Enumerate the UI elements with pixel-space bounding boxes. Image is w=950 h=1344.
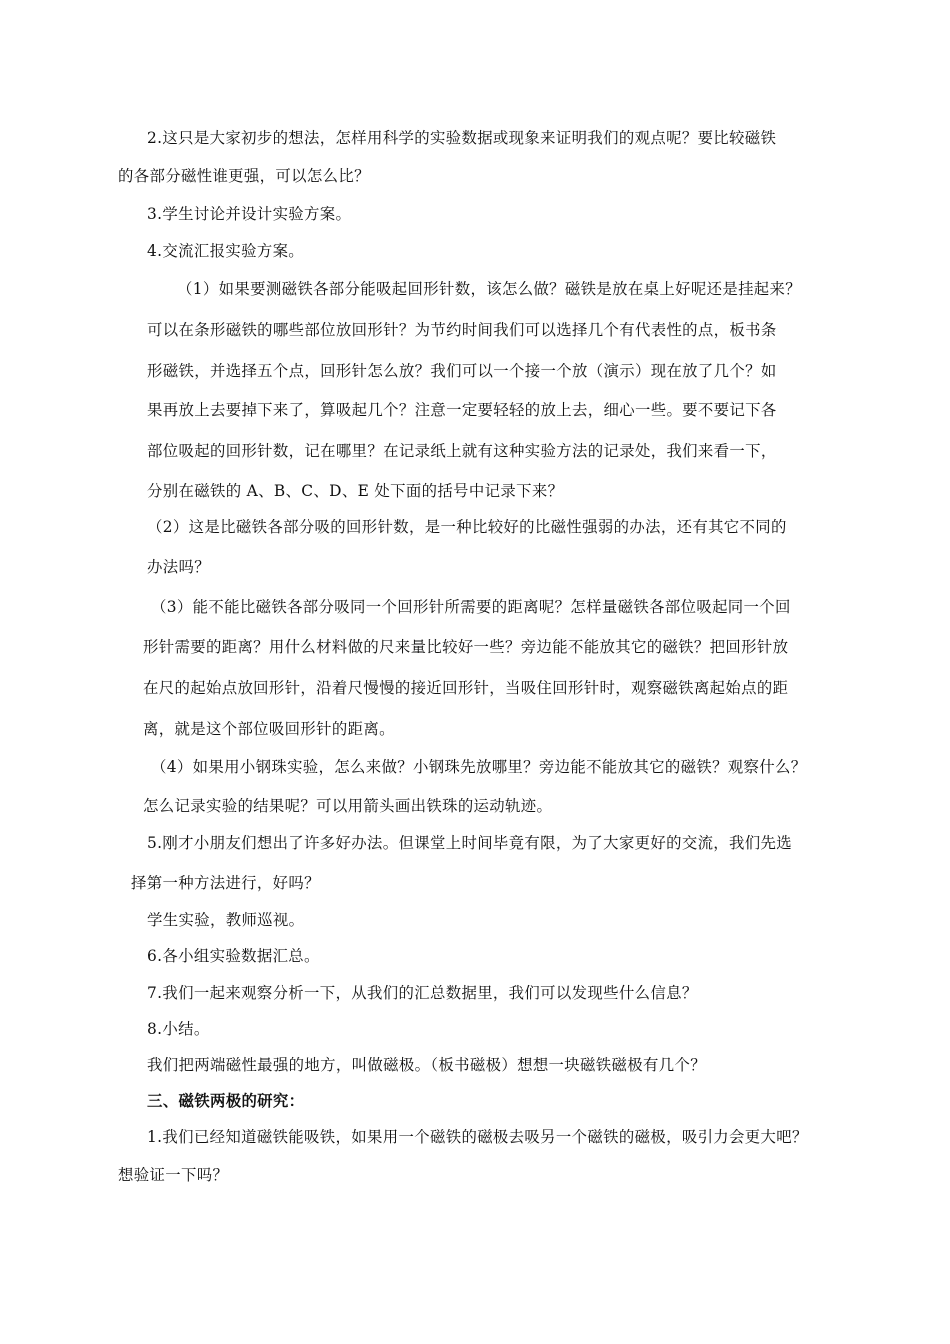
- paragraph-line: （4）如果用小钢珠实验，怎么来做？小钢珠先放哪里？旁边能不能放其它的磁铁？观察什么？: [151, 758, 807, 776]
- paragraph-line: 部位吸起的回形针数，记在哪里？在记录纸上就有这种实验方法的记录处，我们来看一下，: [147, 442, 777, 460]
- paragraph-line: 5.刚才小朋友们想出了许多好办法。但课堂上时间毕竟有限，为了大家更好的交流，我们先选: [147, 834, 793, 852]
- paragraph-line: 8.小结。: [147, 1020, 210, 1038]
- paragraph-line: 1.我们已经知道磁铁能吸铁，如果用一个磁铁的磁极去吸另一个磁铁的磁极，吸引力会更大吧？: [147, 1128, 808, 1146]
- paragraph-line: 果再放上去要掉下来了，算吸起几个？注意一定要轻轻的放上去，细心一些。要不要记下各: [147, 401, 777, 419]
- paragraph-line: （1）如果要测磁铁各部分能吸起回形针数，该怎么做？磁铁是放在桌上好呢还是挂起来？: [177, 280, 802, 298]
- paragraph-line: 形针需要的距离？用什么材料做的尺来量比较好一些？旁边能不能放其它的磁铁？把回形针放: [143, 638, 789, 656]
- paragraph-line: 在尺的起始点放回形针，沿着尺慢慢的接近回形针，当吸住回形针时，观察磁铁离起始点的距: [143, 679, 789, 697]
- paragraph-line: 形磁铁，并选择五个点，回形针怎么放？我们可以一个接一个放（演示）现在放了几个？如: [147, 362, 777, 380]
- paragraph-line: 办法吗？: [147, 558, 210, 576]
- paragraph-line: 可以在条形磁铁的哪些部位放回形针？为节约时间我们可以选择几个有代表性的点，板书条: [147, 321, 777, 339]
- paragraph-line: 我们把两端磁性最强的地方，叫做磁极。（板书磁极）想想一块磁铁磁极有几个？: [147, 1056, 706, 1074]
- paragraph-line: 7.我们一起来观察分析一下，从我们的汇总数据里，我们可以发现些什么信息？: [147, 984, 698, 1002]
- paragraph-line: 分别在磁铁的 A、B、C、D、E 处下面的括号中记录下来？: [147, 482, 564, 500]
- paragraph-line: 的各部分磁性谁更强，可以怎么比？: [118, 167, 370, 185]
- paragraph-line: （2）这是比磁铁各部分吸的回形针数，是一种比较好的比磁性强弱的办法，还有其它不同的: [147, 518, 787, 536]
- paragraph-line: 3.学生讨论并设计实验方案。: [147, 205, 352, 223]
- paragraph-line: 怎么记录实验的结果呢？可以用箭头画出铁珠的运动轨迹。: [143, 797, 553, 815]
- paragraph-line: 想验证一下吗？: [118, 1166, 229, 1184]
- paragraph-line: 4.交流汇报实验方案。: [147, 242, 305, 260]
- paragraph-line: （3）能不能比磁铁各部分吸同一个回形针所需要的距离呢？怎样量磁铁各部位吸起同一个回: [151, 598, 791, 616]
- paragraph-line: 学生实验，教师巡视。: [147, 911, 305, 929]
- paragraph-line: 离，就是这个部位吸回形针的距离。: [143, 720, 395, 738]
- paragraph-line: 6.各小组实验数据汇总。: [147, 947, 320, 965]
- section-heading: 三、磁铁两极的研究：: [147, 1092, 305, 1110]
- paragraph-line: 择第一种方法进行，好吗？: [131, 874, 320, 892]
- paragraph-line: 2.这只是大家初步的想法，怎样用科学的实验数据或现象来证明我们的观点呢？要比较磁铁: [147, 129, 777, 147]
